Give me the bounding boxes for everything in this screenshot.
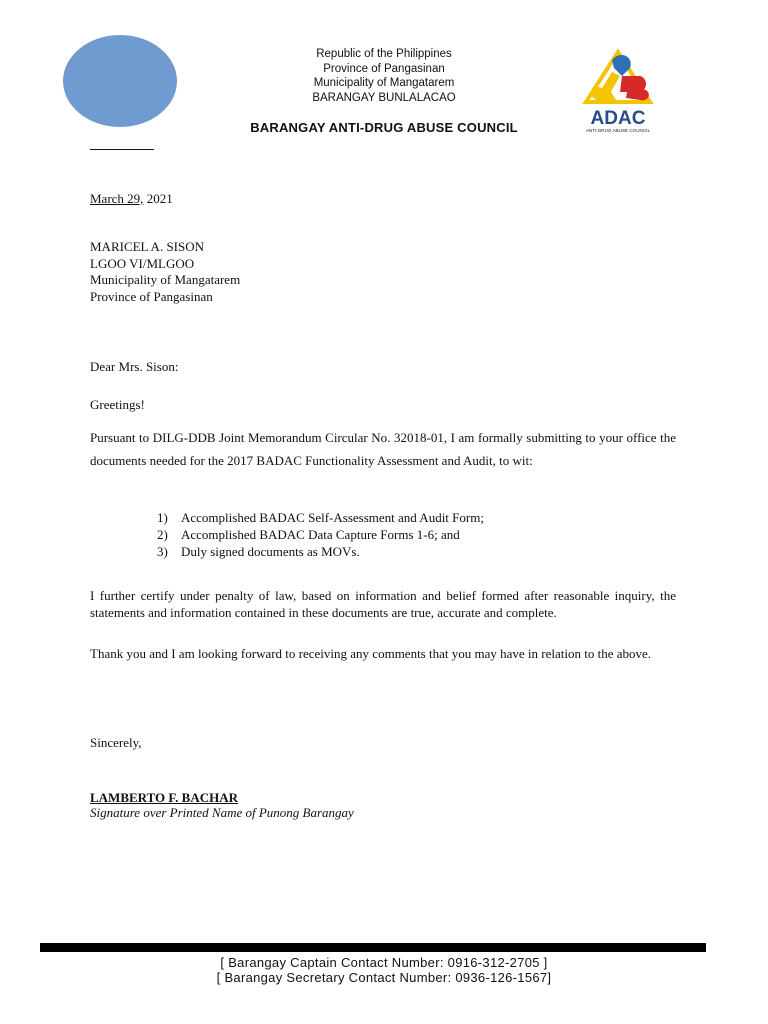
recipient-title: LGOO VI/MLGOO (90, 255, 195, 271)
letterhead-municipality: Municipality of Mangatarem (313, 77, 455, 89)
letterhead-province: Province of Pangasinan (323, 62, 445, 75)
document-list (157, 510, 484, 561)
list-item-number: 1) (157, 510, 168, 525)
list-item-number: 3) (157, 544, 168, 559)
body-paragraph-3: Thank you and I am looking forward to receiving any comments that you may have in relation to the above. (90, 646, 652, 661)
adac-logo-subtext: ANTI-DRUG ABUSE COUNCIL (585, 128, 651, 133)
captain-contact: [ Barangay Captain Contact Number: 0916-312-2705 ] (220, 955, 548, 970)
signer-name: LAMBERTO F. BACHAR (90, 790, 238, 805)
signer-caption: Signature over Printed Name of Punong Barangay (90, 805, 354, 820)
adac-logo-text: ADAC (590, 108, 646, 129)
list-item (157, 544, 484, 561)
letter-date-year: 2021 (143, 191, 173, 206)
header-divider (90, 149, 154, 150)
letter-date-underlined: March 29, (90, 191, 144, 206)
body-paragraph-2: I further certify under penalty of law, based on information and belief formed after reasonable inquiry, the statements and information contained in these documents are true, accurate and complete. (90, 588, 676, 620)
council-title: BARANGAY ANTI-DRUG ABUSE COUNCIL (250, 120, 518, 135)
list-item-text: Accomplished BADAC Data Capture Forms 1-6; and (181, 527, 460, 542)
list-item-text: Duly signed documents as MOVs. (181, 544, 360, 559)
list-item-text: Accomplished BADAC Self-Assessment and Audit Form; (181, 510, 484, 525)
adac-logo (576, 46, 660, 134)
body-paragraph-1: Pursuant to DILG-DDB Joint Memorandum Circular No. 32018-01, I am formally submitting to your office the documents needed for the 2017 BADAC Functionality Assessment and Audit, to wit: (90, 430, 676, 468)
recipient-province: Province of Pangasinan (90, 288, 213, 304)
greeting: Greetings! (90, 397, 145, 412)
barangay-seal (63, 35, 177, 127)
salutation: Dear Mrs. Sison: (90, 359, 179, 374)
list-item (157, 527, 484, 544)
recipient-municipality: Municipality of Mangatarem (90, 272, 241, 287)
letterhead (240, 47, 528, 105)
list-item (157, 510, 484, 527)
list-item-number: 2) (157, 527, 168, 542)
footer-contacts (150, 955, 618, 985)
footer-divider (40, 943, 706, 952)
letterhead-barangay: BARANGAY BUNLALACAO (312, 91, 456, 104)
letter-date (90, 191, 173, 208)
secretary-contact: [ Barangay Secretary Contact Number: 0936-126-1567] (216, 970, 552, 985)
recipient-name: MARICEL A. SISON (90, 239, 205, 254)
letterhead-country: Republic of the Philippines (316, 48, 452, 60)
closing: Sincerely, (90, 735, 142, 750)
recipient-block (90, 239, 240, 305)
